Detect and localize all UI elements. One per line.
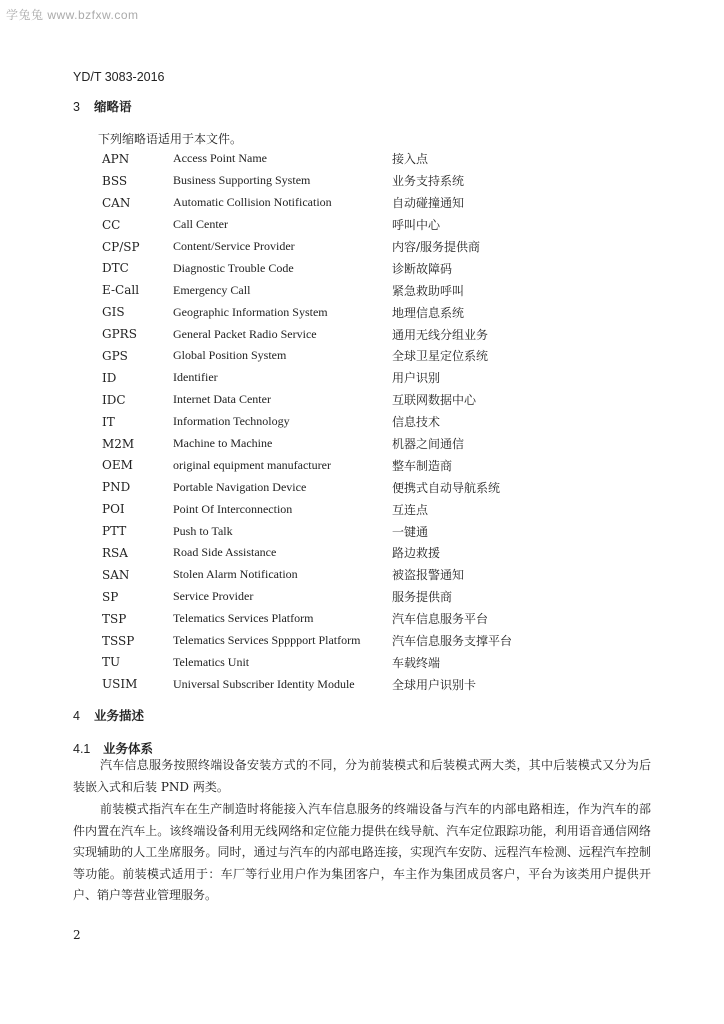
abbreviation-row: [102, 389, 592, 411]
section-4-heading: [73, 706, 144, 724]
abbreviation-row: [102, 520, 592, 542]
abbreviation-english: Stolen Alarm Notification: [173, 567, 298, 582]
section-3-heading: [73, 97, 132, 115]
abbreviation-row: [102, 564, 592, 586]
abbreviation-row: [102, 651, 592, 673]
abbreviation-english: Push to Talk: [173, 523, 233, 538]
abbreviation-chinese: 车载终端: [392, 655, 441, 670]
abbreviation-row: [102, 411, 592, 433]
abbreviation-english: Telematics Unit: [173, 654, 250, 669]
section-number: 4.1: [73, 742, 91, 756]
abbreviation-term: GPS: [102, 348, 128, 363]
abbreviation-english: Internet Data Center: [173, 392, 271, 407]
abbreviation-term: IT: [102, 414, 115, 429]
abbreviation-english: General Packet Radio Service: [173, 326, 317, 341]
abbreviation-term: CP/SP: [102, 239, 140, 254]
abbreviation-term: APN: [102, 151, 130, 166]
abbreviation-chinese: 互连点: [392, 502, 429, 517]
abbreviation-row: [102, 236, 592, 258]
abbreviation-term: M2M: [102, 436, 135, 451]
abbreviation-english: Emergency Call: [173, 282, 251, 297]
abbreviation-term: SP: [102, 589, 119, 604]
abbreviation-english: Telematics Services Spppport Platform: [173, 633, 361, 648]
abbreviation-row: [102, 630, 592, 652]
abbreviation-term: CAN: [102, 195, 131, 210]
abbreviation-term: E-Call: [102, 283, 140, 298]
abbreviation-chinese: 呼叫中心: [392, 218, 441, 233]
abbreviation-chinese: 整车制造商: [392, 458, 453, 473]
abbreviation-term: IDC: [102, 392, 126, 407]
paragraph: 前装模式指汽车在生产制造时将能接入汽车信息服务的终端设备与汽车的内部电路相连，作为汽车的部件内置在汽车上。该终端设备利用无线网络和定位能力提供在线导航、汽车定位跟踪功能，利用语音通信网络实现辅助的人工坐席服务。同时，通过与汽车的内部电路连接，实现汽车安防、远程汽车检测、远程汽车控制等功能。前装模式适用于：车厂等行业用户作为集团客户，车主作为集团成员客户，平台为该类用户提供开户、销户等营业管理服务。: [73, 802, 651, 903]
abbreviation-english: Content/Service Provider: [173, 239, 295, 253]
abbreviation-term: DTC: [102, 261, 129, 276]
abbreviation-row: [102, 673, 592, 695]
section-title: 业务描述: [94, 708, 145, 723]
abbreviation-term: GPRS: [102, 327, 137, 342]
abbreviation-english: original equipment manufacturer: [173, 457, 331, 472]
abbreviation-english: Call Center: [173, 217, 228, 232]
abbreviation-row: [102, 498, 592, 520]
abbreviation-chinese: 自动碰撞通知: [392, 196, 465, 211]
standard-code: YD/T 3083-2016: [73, 70, 165, 84]
abbreviation-chinese: 全球卫星定位系统: [392, 349, 489, 364]
abbreviation-row: [102, 257, 592, 279]
abbreviation-chinese: 接入点: [392, 152, 429, 167]
abbreviation-term: TSP: [102, 611, 127, 626]
abbreviation-chinese: 被盗报警通知: [392, 568, 465, 583]
abbreviation-english: Automatic Collision Notification: [173, 195, 332, 210]
abbreviation-chinese: 地理信息系统: [392, 305, 465, 320]
abbreviation-row: [102, 301, 592, 323]
abbreviation-term: TU: [102, 655, 121, 670]
abbreviation-row: [102, 192, 592, 214]
abbreviation-row: [102, 279, 592, 301]
abbreviation-english: Telematics Services Platform: [173, 611, 314, 626]
abbreviation-term: CC: [102, 217, 121, 232]
abbreviation-table: [102, 148, 592, 695]
abbreviation-chinese: 紧急救助呼叫: [392, 283, 465, 298]
abbreviation-chinese: 用户识别: [392, 371, 441, 386]
abbreviation-row: [102, 476, 592, 498]
abbreviation-term: GIS: [102, 305, 125, 320]
abbreviation-row: [102, 608, 592, 630]
abbreviation-row: [102, 214, 592, 236]
abbreviation-english: Access Point Name: [173, 151, 267, 166]
abbreviation-chinese: 路边救援: [392, 546, 441, 561]
abbreviation-english: Road Side Assistance: [173, 545, 277, 560]
abbreviation-english: Geographic Information System: [173, 304, 328, 319]
abbreviation-row: [102, 586, 592, 608]
abbreviation-row: [102, 433, 592, 455]
abbreviation-chinese: 互联网数据中心: [392, 393, 477, 408]
abbreviation-english: Portable Navigation Device: [173, 479, 307, 494]
intro-text: 下列缩略语适用于本文件。: [98, 132, 243, 146]
abbreviation-chinese: 通用无线分组业务: [392, 327, 489, 342]
watermark: 学兔兔 www.bzfxw.com: [6, 8, 139, 22]
abbreviation-term: PND: [102, 480, 131, 495]
section-number: 4: [73, 709, 80, 723]
abbreviation-chinese: 诊断故障码: [392, 261, 453, 276]
abbreviation-term: SAN: [102, 567, 130, 582]
paragraph: 汽车信息服务按照终端设备安装方式的不同，分为前装模式和后装模式两大类，其中后装模式又分为后装嵌入式和后装 PND 两类。: [73, 758, 651, 794]
abbreviation-english: Machine to Machine: [173, 436, 273, 451]
abbreviation-chinese: 服务提供商: [392, 590, 453, 605]
abbreviation-english: Identifier: [173, 370, 218, 385]
abbreviation-english: Service Provider: [173, 589, 254, 604]
abbreviation-english: Universal Subscriber Identity Module: [173, 676, 355, 691]
abbreviation-term: ID: [102, 370, 117, 385]
page-number: 2: [73, 928, 81, 942]
abbreviation-english: Information Technology: [173, 414, 290, 429]
abbreviation-term: TSSP: [102, 633, 135, 648]
abbreviation-row: [102, 542, 592, 564]
abbreviation-english: Point Of Interconnection: [173, 501, 293, 516]
abbreviation-term: BSS: [102, 173, 128, 188]
abbreviation-term: RSA: [102, 545, 128, 560]
abbreviation-chinese: 汽车信息服务支撑平台: [392, 634, 513, 649]
abbreviation-chinese: 信息技术: [392, 415, 441, 430]
abbreviation-chinese: 业务支持系统: [392, 174, 465, 189]
abbreviation-chinese: 一键通: [392, 524, 429, 539]
section-title: 业务体系: [103, 741, 154, 756]
section-number: 3: [73, 100, 80, 114]
abbreviation-term: PTT: [102, 524, 127, 539]
abbreviation-row: [102, 148, 592, 170]
abbreviation-chinese: 汽车信息服务平台: [392, 612, 489, 627]
abbreviation-term: POI: [102, 502, 125, 517]
section-title: 缩略语: [94, 99, 132, 114]
abbreviation-chinese: 内容/服务提供商: [392, 240, 481, 254]
abbreviation-row: [102, 170, 592, 192]
abbreviation-row: [102, 454, 592, 476]
abbreviation-term: USIM: [102, 677, 138, 692]
abbreviation-chinese: 机器之间通信: [392, 437, 465, 452]
abbreviation-row: [102, 345, 592, 367]
abbreviation-term: OEM: [102, 458, 133, 473]
abbreviation-english: Diagnostic Trouble Code: [173, 260, 294, 275]
abbreviation-row: [102, 367, 592, 389]
abbreviation-row: [102, 323, 592, 345]
abbreviation-chinese: 全球用户识别卡: [392, 677, 477, 692]
abbreviation-english: Global Position System: [173, 348, 287, 363]
abbreviation-english: Business Supporting System: [173, 173, 311, 188]
abbreviation-chinese: 便携式自动导航系统: [392, 480, 501, 495]
